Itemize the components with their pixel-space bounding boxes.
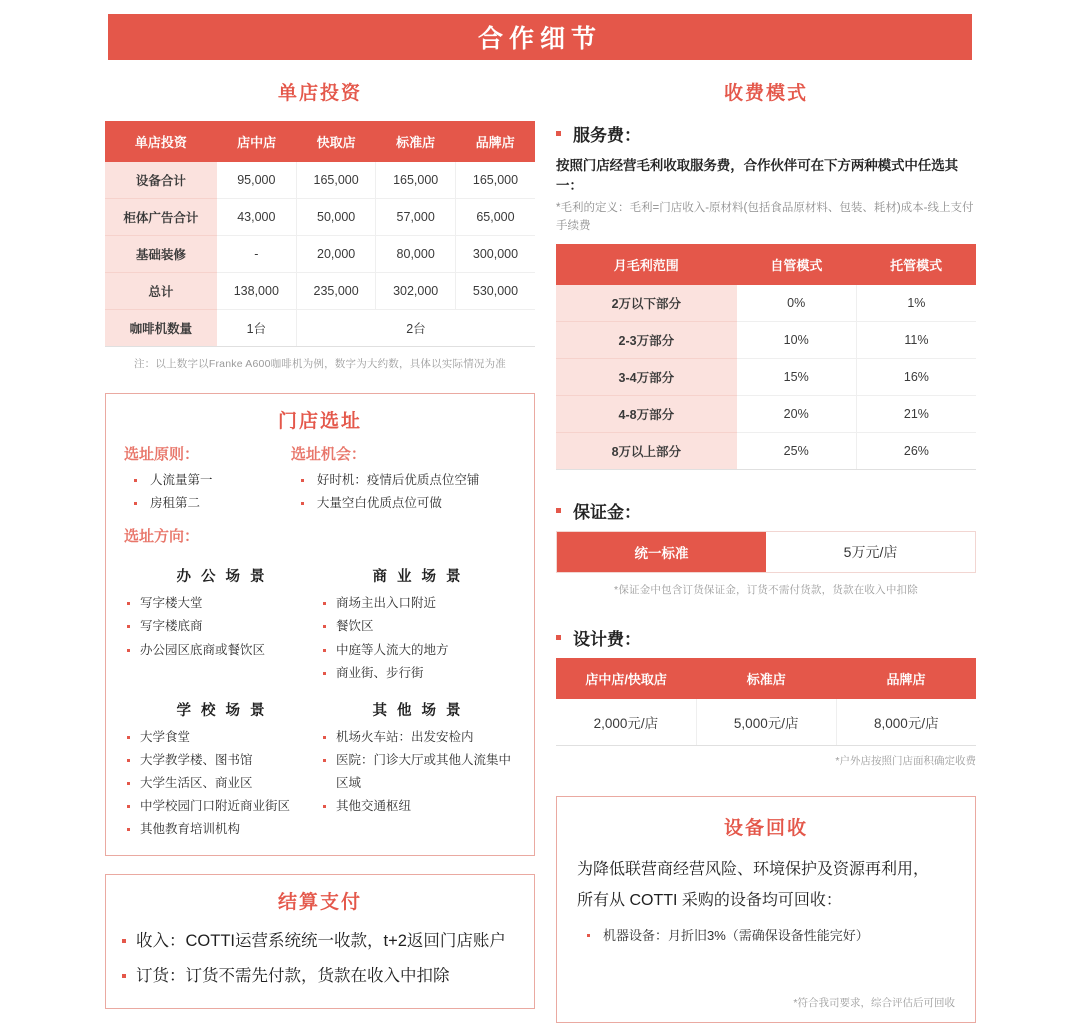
design-fee-table bbox=[556, 658, 976, 746]
cell-total-grab-and-go: 235,000 bbox=[296, 273, 376, 310]
settlement-payment-box bbox=[105, 874, 535, 1008]
cell-cabinet-grab-and-go: 50,000 bbox=[296, 199, 376, 236]
scene-list-school bbox=[124, 726, 320, 842]
service-fee-table bbox=[556, 244, 976, 470]
list-item: 大学教学楼、图书馆 bbox=[124, 749, 320, 772]
row-label-cabinet-ad-total: 柜体广告合计 bbox=[105, 199, 217, 236]
left-column bbox=[105, 78, 535, 1009]
site-selection-title: 门店选址 bbox=[277, 411, 362, 432]
site-selection-top-row bbox=[124, 443, 516, 515]
list-item: 房租第二 bbox=[124, 492, 291, 515]
row-label-coffee-machine-count: 咖啡机数量 bbox=[105, 310, 217, 347]
cell-equipment-brand: 165,000 bbox=[455, 162, 535, 199]
col-header-category: 单店投资 bbox=[105, 121, 217, 162]
col-header-self-managed: 自管模式 bbox=[737, 244, 857, 285]
list-item: 订货：订货不需先付款，货款在收入中扣除 bbox=[120, 959, 520, 994]
cell-equipment-standard: 165,000 bbox=[376, 162, 456, 199]
list-item: 人流量第一 bbox=[124, 469, 291, 492]
list-item: 中庭等人流大的地方 bbox=[320, 639, 516, 662]
scene-title-office: 办 公 场 景 bbox=[176, 569, 268, 586]
equipment-recycling-body bbox=[577, 854, 955, 916]
table-header-row bbox=[105, 121, 535, 162]
cell-equipment-grab-and-go: 165,000 bbox=[296, 162, 376, 199]
site-principles-heading: 选址原则： bbox=[124, 446, 200, 463]
scene-commercial bbox=[320, 551, 516, 685]
col-header-standard-store: 标准店 bbox=[696, 658, 836, 699]
row-label-basic-decoration: 基础装修 bbox=[105, 236, 217, 273]
col-header-brand-store: 品牌店 bbox=[836, 658, 976, 699]
cell-machine-others: 2台 bbox=[296, 310, 535, 347]
cell-decoration-standard: 80,000 bbox=[376, 236, 456, 273]
page-title: 合作细节 bbox=[477, 25, 602, 53]
table-row bbox=[556, 699, 976, 746]
deposit-note: *保证金中包含订货保证金，订货不需付货款，货款在收入中扣除 bbox=[614, 583, 918, 596]
table-row bbox=[105, 162, 535, 199]
col-header-shop-in-shop-grab: 店中店/快取店 bbox=[556, 658, 696, 699]
cell-self-3: 15% bbox=[737, 358, 857, 395]
deposit-heading: 保证金： bbox=[573, 502, 641, 522]
table-row bbox=[105, 310, 535, 347]
cell-decoration-grab-and-go: 20,000 bbox=[296, 236, 376, 273]
scene-list-office bbox=[124, 592, 320, 661]
bullet-square-icon bbox=[556, 635, 561, 640]
list-item: 其他交通枢纽 bbox=[320, 795, 516, 818]
table-header-row bbox=[556, 244, 976, 285]
scene-row-2 bbox=[124, 685, 516, 842]
service-fee-heading-row bbox=[556, 121, 976, 146]
cell-cabinet-brand: 65,000 bbox=[455, 199, 535, 236]
cell-design-fee-brand: 8,000元/店 bbox=[836, 699, 976, 746]
cell-cabinet-shop-in-shop: 43,000 bbox=[217, 199, 297, 236]
cell-design-fee-shop-in-shop-grab: 2,000元/店 bbox=[556, 699, 696, 746]
list-item: 机场火车站：出发安检内 bbox=[320, 726, 516, 749]
row-label-range-4: 4-8万部分 bbox=[556, 395, 737, 432]
list-item: 大量空白优质点位可做 bbox=[291, 492, 516, 515]
deposit-value: 5万元/店 bbox=[766, 532, 975, 572]
list-item: 医院：门诊大厅或其他人流集中区域 bbox=[320, 749, 516, 795]
bullet-square-icon bbox=[556, 131, 561, 136]
scene-row-1 bbox=[124, 551, 516, 685]
list-item: 写字楼底商 bbox=[124, 615, 320, 638]
scene-list-other bbox=[320, 726, 516, 819]
col-header-standard: 标准店 bbox=[376, 121, 456, 162]
service-fee-lead: 按照门店经营毛利收取服务费，合作伙伴可在下方两种模式中任选其一： bbox=[556, 158, 958, 193]
cell-trust-1: 1% bbox=[856, 285, 976, 322]
site-principles-group bbox=[124, 443, 291, 515]
col-header-monthly-gross-range: 月毛利范围 bbox=[556, 244, 737, 285]
list-item: 商业街、步行街 bbox=[320, 662, 516, 685]
list-item: 写字楼大堂 bbox=[124, 592, 320, 615]
equipment-recycling-note: *符合我司要求，综合评估后可回收 bbox=[793, 997, 955, 1010]
list-item: 大学生活区、商业区 bbox=[124, 772, 320, 795]
table-row bbox=[105, 273, 535, 310]
site-opportunities-list bbox=[291, 469, 516, 515]
cell-total-brand: 530,000 bbox=[455, 273, 535, 310]
settlement-list bbox=[120, 924, 520, 993]
cell-machine-shop-in-shop: 1台 bbox=[217, 310, 297, 347]
design-fee-heading: 设计费： bbox=[573, 629, 641, 649]
deposit-heading-row bbox=[556, 498, 976, 523]
deposit-bar bbox=[556, 531, 976, 573]
equipment-recycling-body-line-1: 为降低联营商经营风险、环境保护及资源再利用， bbox=[577, 860, 930, 878]
row-label-total: 总计 bbox=[105, 273, 217, 310]
cell-total-shop-in-shop: 138,000 bbox=[217, 273, 297, 310]
deposit-label: 统一标准 bbox=[557, 532, 766, 572]
list-item: 好时机：疫情后优质点位空铺 bbox=[291, 469, 516, 492]
table-row bbox=[556, 395, 976, 432]
cell-cabinet-standard: 57,000 bbox=[376, 199, 456, 236]
equipment-recycling-list bbox=[577, 922, 955, 949]
cell-trust-2: 11% bbox=[856, 321, 976, 358]
scene-title-other: 其 他 场 景 bbox=[372, 702, 464, 719]
list-item: 机器设备：月折旧3%（需确保设备性能完好） bbox=[577, 922, 955, 949]
table-header-row bbox=[556, 658, 976, 699]
cell-self-1: 0% bbox=[737, 285, 857, 322]
list-item: 办公园区底商或餐饮区 bbox=[124, 639, 320, 662]
bullet-square-icon bbox=[556, 508, 561, 513]
table-row bbox=[556, 285, 976, 322]
table-row bbox=[556, 321, 976, 358]
table-row bbox=[105, 199, 535, 236]
list-item: 收入：COTTI运营系统统一收款，t+2返回门店账户 bbox=[120, 924, 520, 959]
list-item: 商场主出入口附近 bbox=[320, 592, 516, 615]
cell-total-standard: 302,000 bbox=[376, 273, 456, 310]
row-label-equipment-total: 设备合计 bbox=[105, 162, 217, 199]
table-row bbox=[556, 432, 976, 469]
cell-decoration-brand: 300,000 bbox=[455, 236, 535, 273]
scene-school bbox=[124, 685, 320, 842]
settlement-title: 结算支付 bbox=[277, 892, 362, 914]
equipment-recycling-title: 设备回收 bbox=[723, 817, 808, 839]
cell-trust-5: 26% bbox=[856, 432, 976, 469]
col-header-brand: 品牌店 bbox=[455, 121, 535, 162]
site-selection-box bbox=[105, 393, 535, 856]
list-item: 中学校园门口附近商业街区 bbox=[124, 795, 320, 818]
right-column bbox=[556, 78, 976, 1023]
investment-table-note: 注：以上数字以Franke A600咖啡机为例，数字为大约数，具体以实际情况为准 bbox=[133, 358, 507, 370]
site-direction-heading: 选址方向： bbox=[124, 528, 200, 546]
scene-title-commercial: 商 业 场 景 bbox=[372, 569, 464, 586]
row-label-range-5: 8万以上部分 bbox=[556, 432, 737, 469]
gross-profit-definition: *毛利的定义：毛利=门店收入-原材料(包括食品原材料、包装、耗材)成本-线上支付手续费 bbox=[556, 202, 974, 232]
single-store-investment-table bbox=[105, 121, 535, 347]
scene-office bbox=[124, 551, 320, 685]
col-header-shop-in-shop: 店中店 bbox=[217, 121, 297, 162]
section-title-fee-model: 收费模式 bbox=[723, 83, 808, 104]
list-item: 餐饮区 bbox=[320, 615, 516, 638]
page-header-banner bbox=[108, 14, 972, 60]
service-fee-heading: 服务费： bbox=[573, 126, 641, 145]
cell-trust-3: 16% bbox=[856, 358, 976, 395]
section-title-single-store-investment: 单店投资 bbox=[277, 83, 362, 104]
col-header-grab-and-go: 快取店 bbox=[296, 121, 376, 162]
row-label-range-2: 2-3万部分 bbox=[556, 321, 737, 358]
design-fee-note: *户外店按照门店面积确定收费 bbox=[835, 754, 976, 767]
design-fee-heading-row bbox=[556, 625, 976, 650]
table-row bbox=[105, 236, 535, 273]
equipment-recycling-body-line-2: 所有从 COTTI 采购的设备均可回收： bbox=[577, 891, 842, 909]
cell-self-4: 20% bbox=[737, 395, 857, 432]
col-header-trusteeship: 托管模式 bbox=[856, 244, 976, 285]
list-item: 大学食堂 bbox=[124, 726, 320, 749]
cell-trust-4: 21% bbox=[856, 395, 976, 432]
site-opportunities-heading: 选址机会： bbox=[290, 446, 366, 463]
list-item: 其他教育培训机构 bbox=[124, 818, 320, 841]
equipment-recycling-box bbox=[556, 796, 976, 1023]
site-principles-list bbox=[124, 469, 291, 515]
table-row bbox=[556, 358, 976, 395]
cell-design-fee-standard: 5,000元/店 bbox=[696, 699, 836, 746]
cell-decoration-shop-in-shop: - bbox=[217, 236, 297, 273]
row-label-range-1: 2万以下部分 bbox=[556, 285, 737, 322]
row-label-range-3: 3-4万部分 bbox=[556, 358, 737, 395]
cell-equipment-shop-in-shop: 95,000 bbox=[217, 162, 297, 199]
scene-other bbox=[320, 685, 516, 842]
site-opportunities-group bbox=[291, 443, 516, 515]
cell-self-2: 10% bbox=[737, 321, 857, 358]
cell-self-5: 25% bbox=[737, 432, 857, 469]
scene-list-commercial bbox=[320, 592, 516, 685]
scene-title-school: 学 校 场 景 bbox=[176, 702, 268, 719]
